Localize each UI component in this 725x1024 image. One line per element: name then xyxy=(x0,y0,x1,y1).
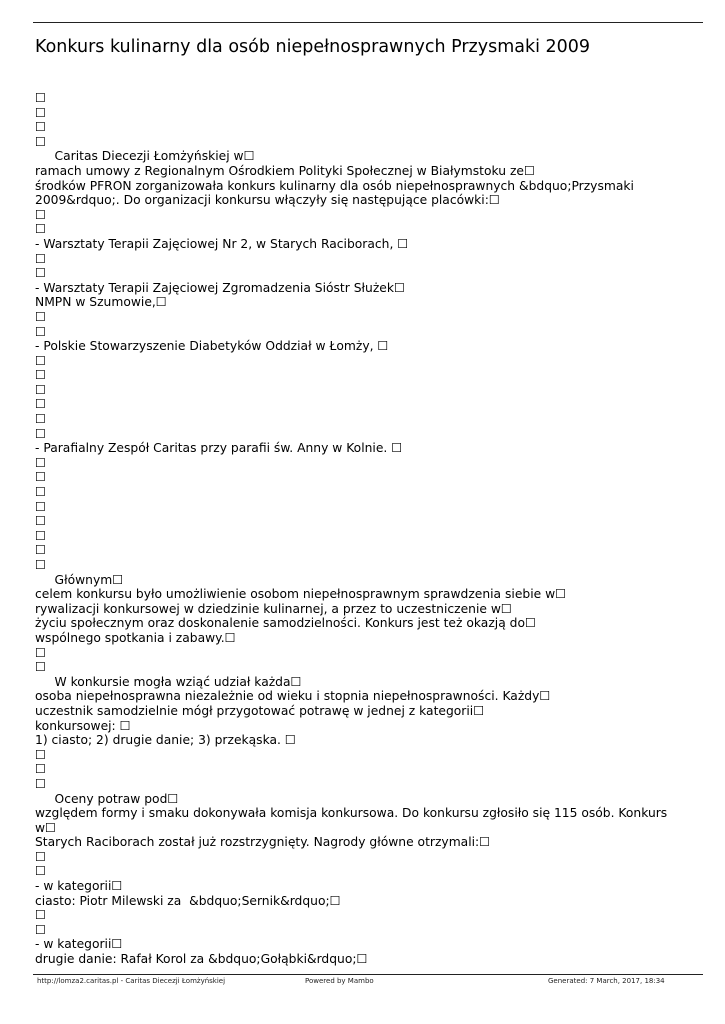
body-line: ☐ xyxy=(35,455,47,470)
body-line: Caritas Diecezji Łomżyńskiej w☐ xyxy=(35,149,255,164)
footer-site-link[interactable]: http://lomza2.caritas.pl - Caritas Diecezji Łomżyńskiej xyxy=(37,977,226,985)
body-line: ☐ xyxy=(35,528,47,543)
body-line: ☐ xyxy=(35,849,47,864)
top-rule xyxy=(33,22,703,23)
body-line: ☐ xyxy=(35,368,47,383)
body-line: drugie danie: Rafał Korol za &bdquo;Gołąbki&rdquo;☐ xyxy=(35,952,368,967)
body-line: ☐ xyxy=(35,222,47,237)
body-line: konkursowej: ☐ xyxy=(35,718,131,733)
body-line: ☐ xyxy=(35,266,47,281)
body-line: wspólnego spotkania i zabawy.☐ xyxy=(35,630,236,645)
body-line: - Warsztaty Terapii Zajęciowej Nr 2, w Starych Raciborach, ☐ xyxy=(35,236,409,251)
body-line: ☐ xyxy=(35,426,47,441)
body-line: 1) ciasto; 2) drugie danie; 3) przekąska. ☐ xyxy=(35,733,296,748)
body-line: ☐ xyxy=(35,776,47,791)
body-line: ☐ xyxy=(35,660,47,675)
body-line: ☐ xyxy=(35,558,47,572)
body-line: względem formy i smaku dokonywała komisja konkursowa. Do konkursu zgłosiło się 115 osób. Konkurs xyxy=(35,806,668,821)
body-line: ☐ xyxy=(35,309,47,324)
body-line: ☐ xyxy=(35,747,47,762)
body-line: ☐ xyxy=(35,543,47,558)
body-line: NMPN w Szumowie,☐ xyxy=(35,295,167,310)
body-line: ☐ xyxy=(35,922,47,937)
body-line: ☐ xyxy=(35,120,47,135)
body-line: życiu społecznym oraz doskonalenie samodzielności. Konkurs jest też okazją do☐ xyxy=(35,616,536,631)
body-line: osoba niepełnosprawna niezależnie od wieku i stopnia niepełnosprawności. Każdy☐ xyxy=(35,689,551,704)
body-line: - w kategorii☐ xyxy=(35,879,123,894)
body-line: ☐ xyxy=(35,105,47,120)
page-title: Konkurs kulinarny dla osób niepełnosprawnych Przysmaki 2009 xyxy=(35,37,591,57)
body-line: - Warsztaty Terapii Zajęciowej Zgromadzenia Sióstr Służek☐ xyxy=(35,280,405,295)
body-line: ramach umowy z Regionalnym Ośrodkiem Polityki Społecznej w Białymstoku ze☐ xyxy=(35,163,535,178)
body-line: ☐ xyxy=(35,499,47,514)
body-line: ☐ xyxy=(35,485,47,500)
body-line: Starych Raciborach został już rozstrzygnięty. Nagrody główne otrzymali:☐ xyxy=(35,835,491,850)
footer-generated-date: Generated: 7 March, 2017, 18:34 xyxy=(548,977,665,985)
body-line: ☐ xyxy=(35,353,47,368)
body-line: rywalizacji konkursowej w dziedzinie kulinarnej, a przez to uczestniczenie w☐ xyxy=(35,601,512,616)
body-line: ☐ xyxy=(35,470,47,485)
body-line: ☐ xyxy=(35,514,47,529)
body-line: ☐ xyxy=(35,382,47,397)
body-line: Głównym☐ xyxy=(35,572,124,587)
article-body xyxy=(35,91,695,967)
body-line: ☐ xyxy=(35,251,47,266)
body-line: - Parafialny Zespół Caritas przy parafii św. Anny w Kolnie. ☐ xyxy=(35,441,403,456)
body-line: ☐ xyxy=(35,134,47,149)
bottom-rule xyxy=(33,974,703,975)
body-line: uczestnik samodzielnie mógł przygotować potrawę w jednej z kategorii☐ xyxy=(35,703,485,718)
body-line: ciasto: Piotr Milewski za &bdquo;Sernik&rdquo;☐ xyxy=(35,893,341,908)
body-line: - Polskie Stowarzyszenie Diabetyków Oddział w Łomży, ☐ xyxy=(35,339,389,354)
body-line: środków PFRON zorganizowała konkurs kulinarny dla osób niepełnosprawnych &bdquo;Przysmaki xyxy=(35,178,634,193)
body-line: ☐ xyxy=(35,864,47,879)
body-line: ☐ xyxy=(35,207,47,222)
body-line: ☐ xyxy=(35,645,47,660)
body-line: Oceny potraw pod☐ xyxy=(35,791,179,806)
body-line: ☐ xyxy=(35,324,47,339)
body-line: ☐ xyxy=(35,412,47,427)
body-line: ☐ xyxy=(35,908,47,923)
body-line: - w kategorii☐ xyxy=(35,937,123,952)
body-line: ☐ xyxy=(35,397,47,412)
footer-powered-by: Powered by Mambo xyxy=(305,977,374,985)
body-line: w☐ xyxy=(35,820,57,835)
body-line: W konkursie mogła wziąć udział każda☐ xyxy=(35,674,302,689)
body-line: ☐ xyxy=(35,762,47,777)
body-line: ☐ xyxy=(35,91,47,105)
body-line: celem konkursu było umożliwienie osobom niepełnosprawnym sprawdzenia siebie w☐ xyxy=(35,587,567,602)
body-line: 2009&rdquo;. Do organizacji konkursu włączyły się następujące placówki:☐ xyxy=(35,193,500,208)
